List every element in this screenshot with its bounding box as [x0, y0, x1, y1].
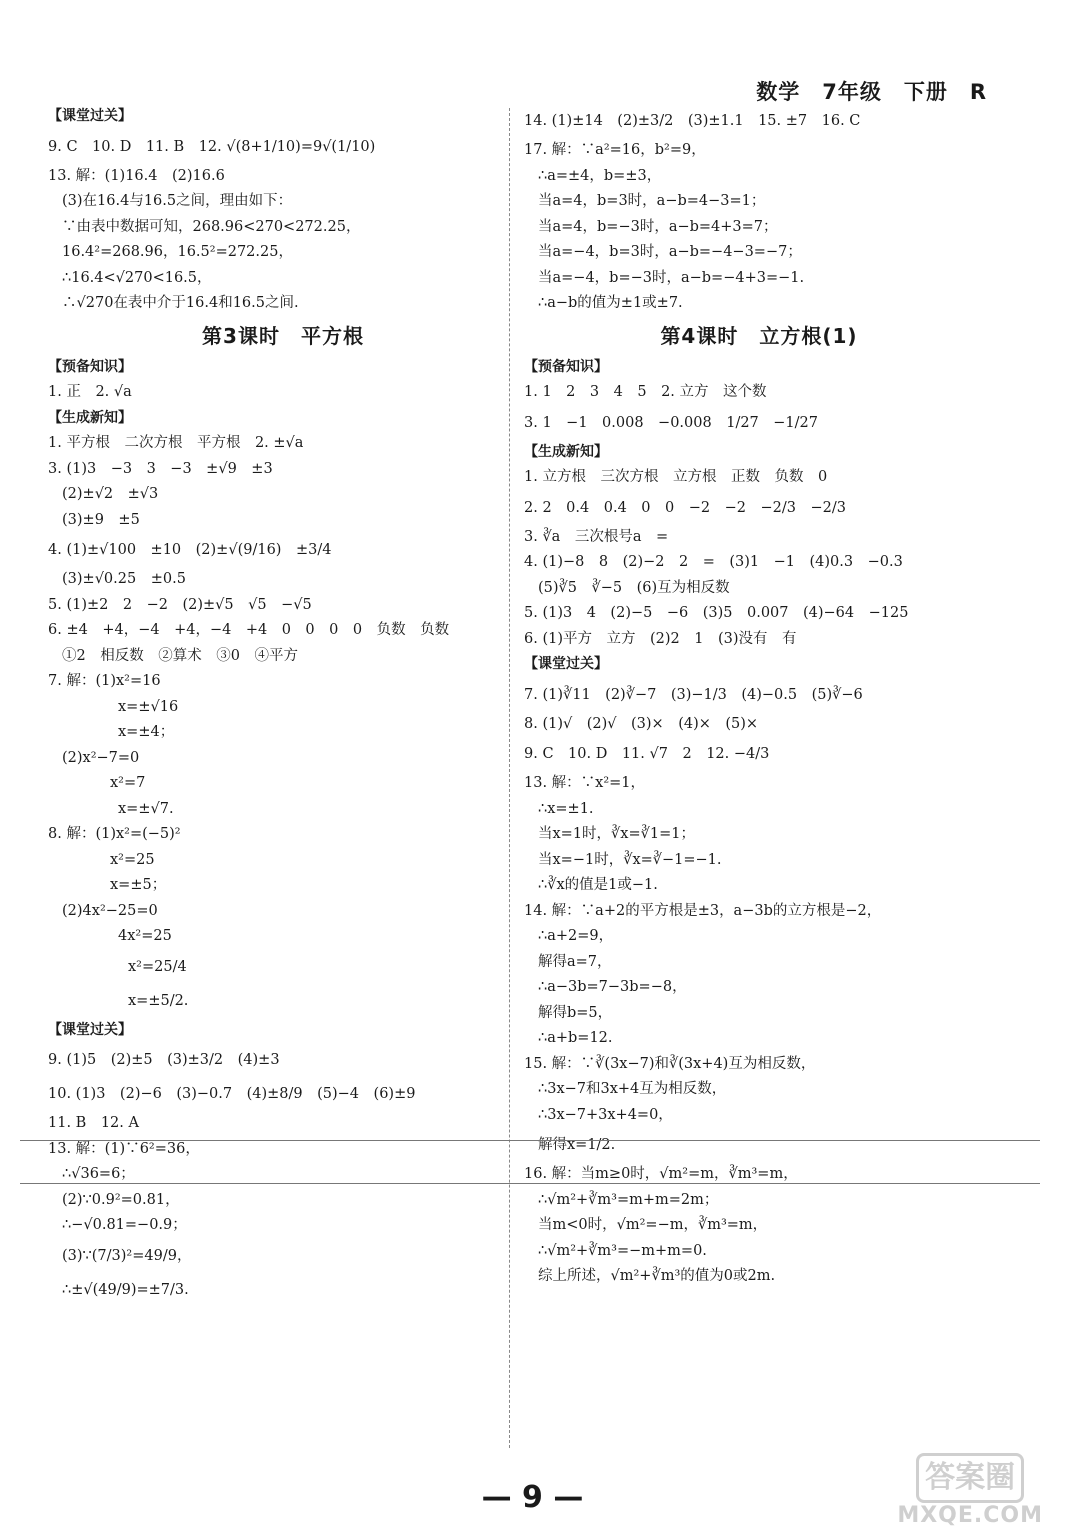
answer-line: 13. 解：(1)∵6²=36，: [48, 1140, 200, 1157]
answer-line: 8. (1)√ (2)√ (3)× (4)× (5)×: [524, 715, 759, 732]
section-tag: 【预备知识】: [524, 358, 608, 375]
watermark: [897, 1453, 1043, 1528]
answer-line: 解得x=1/2.: [538, 1137, 616, 1153]
answer-line: 6. ±4 +4，−4 +4，−4 +4 0 0 0 0 负数 负数: [48, 622, 450, 638]
answer-line: 综上所述，√m²+∛m³的值为0或2m.: [538, 1268, 776, 1284]
answer-line: x=±4；: [118, 724, 175, 740]
answer-line: 11. B 12. A: [48, 1115, 139, 1131]
answer-line: 5. (1)±2 2 −2 (2)±√5 √5 −√5: [48, 596, 312, 613]
answer-line: 8. 解：(1)x²=(−5)²: [48, 826, 181, 842]
answer-line: ∴−√0.81=−0.9；: [62, 1217, 187, 1233]
answer-line: ∴a−3b=7−3b=−8，: [538, 979, 687, 995]
column-divider: [509, 108, 510, 1448]
answer-line: x=±√16: [118, 698, 179, 715]
answer-line: 3. (1)3 −3 3 −3 ±√9 ±3: [48, 460, 273, 477]
answer-line: 16. 解：当m≥0时，√m²=m，∛m³=m，: [524, 1166, 798, 1182]
answer-line: ∴±√(49/9)=±7/3.: [62, 1281, 189, 1298]
answer-line: x=±√7.: [118, 800, 174, 817]
section-tag: 【课堂过关】: [524, 656, 608, 672]
answer-line: ∴√36=6；: [62, 1166, 135, 1182]
answer-line: 1. 1 2 3 4 5 2. 立方 这个数: [524, 384, 767, 400]
answer-line: x²=25/4: [128, 958, 187, 975]
answer-line: 15. 解：∵∛(3x−7)和∛(3x+4)互为相反数，: [524, 1055, 816, 1072]
answer-line: ∵由表中数据可知，268.96<270<272.25，: [62, 218, 361, 235]
watermark-url: MXQE.COM: [897, 1503, 1043, 1528]
answer-line: 9. (1)5 (2)±5 (3)±3/2 (4)±3: [48, 1052, 280, 1068]
answer-line: 4. (1)−8 8 (2)−2 2 = (3)1 −1 (4)0.3 −0.3: [524, 554, 903, 570]
page-header: 数学 7年级 下册 R: [756, 80, 987, 104]
answer-line: ∴16.4<√270<16.5，: [62, 269, 212, 286]
answer-line: 当a=4，b=3时，a−b=4−3=1；: [538, 193, 766, 209]
answer-line: 14. 解：∵a+2的平方根是±3，a−3b的立方根是−2，: [524, 902, 882, 919]
answer-line: 当a=−4，b=3时，a−b=−4−3=−7；: [538, 244, 802, 260]
answer-line: 13. 解：∵x²=1，: [524, 775, 646, 791]
right-column: [524, 104, 994, 1454]
answer-line: x=±5；: [110, 877, 167, 893]
lesson-title: 第4课时 立方根(1): [660, 323, 858, 348]
answer-line: ∴3x−7+3x+4=0，: [538, 1106, 673, 1123]
answer-line: (2)x²−7=0: [62, 749, 140, 766]
answer-line: ∴a−b的值为±1或±7.: [538, 295, 683, 311]
answer-line: 17. 解：∵a²=16，b²=9，: [524, 142, 706, 158]
section-tag: 【生成新知】: [48, 409, 132, 426]
answer-line: (3)±9 ±5: [62, 511, 140, 528]
page-number: — 9 —: [481, 1480, 584, 1515]
answer-line: 解得a=7，: [538, 953, 612, 970]
answer-line: 14. (1)±14 (2)±3/2 (3)±1.1 15. ±7 16. C: [524, 113, 861, 129]
answer-line: 3. 1 −1 0.008 −0.008 1/27 −1/27: [524, 414, 818, 431]
lesson-title: 第3课时 平方根: [202, 323, 364, 348]
answer-line: 9. C 10. D 11. √7 2 12. −4/3: [524, 746, 770, 762]
scan-line: [20, 1183, 1040, 1184]
answer-line: ∴√270在表中介于16.4和16.5之间.: [62, 295, 299, 311]
answer-line: x²=7: [110, 775, 146, 791]
answer-line: 1. 平方根 二次方根 平方根 2. ±√a: [48, 435, 304, 451]
answer-line: 4x²=25: [118, 928, 172, 944]
answer-line: (3)在16.4与16.5之间，理由如下：: [62, 193, 293, 209]
answer-line: ∴√m²+∛m³=m+m=2m；: [538, 1191, 719, 1208]
answer-line: ∴a+b=12.: [538, 1030, 613, 1046]
answer-line: ①2 相反数 ②算术 ③0 ④平方: [62, 647, 298, 664]
answer-line: (2)∵0.9²=0.81，: [62, 1191, 180, 1208]
section-tag: 【预备知识】: [48, 358, 132, 375]
answer-line: 当a=4，b=−3时，a−b=4+3=7；: [538, 218, 778, 235]
left-column: [48, 104, 518, 1454]
answer-line: 当m<0时，√m²=−m，∛m³=m，: [538, 1217, 768, 1233]
answer-line: 当a=−4，b=−3时，a−b=−4+3=−1.: [538, 269, 805, 286]
answer-line: 7. 解：(1)x²=16: [48, 673, 161, 689]
answer-line: ∴a=±4，b=±3，: [538, 167, 662, 184]
watermark-seal-icon: 答案圈: [916, 1453, 1024, 1503]
answer-line: 10. (1)3 (2)−6 (3)−0.7 (4)±8/9 (5)−4 (6)±9: [48, 1086, 416, 1102]
answer-line: 9. C 10. D 11. B 12. √(8+1/10)=9√(1/10): [48, 138, 376, 155]
answer-line: 解得b=5，: [538, 1004, 613, 1021]
section-tag: 【生成新知】: [524, 443, 608, 460]
answer-line: 1. 正 2. √a: [48, 384, 132, 400]
answer-line: 3. ∛a 三次根号a =: [524, 528, 669, 545]
answer-line: (5)∛5 ∛−5 (6)互为相反数: [538, 579, 730, 596]
answer-line: ∴a+2=9，: [538, 928, 614, 944]
answer-line: 13. 解：(1)16.4 (2)16.6: [48, 167, 225, 184]
answer-line: 1. 立方根 三次方根 立方根 正数 负数 0: [524, 469, 828, 485]
answer-line: ∴∛x的值是1或−1.: [538, 877, 658, 893]
section-tag: 【课堂过关】: [48, 1021, 132, 1038]
answer-line: (3)∵(7/3)²=49/9，: [62, 1247, 192, 1264]
answer-line: 16.4²=268.96，16.5²=272.25，: [62, 244, 293, 260]
answer-line: 当x=1时，∛x=∛1=1；: [538, 826, 695, 842]
answer-line: 5. (1)3 4 (2)−5 −6 (3)5 0.007 (4)−64 −125: [524, 605, 909, 621]
answer-line: 当x=−1时，∛x=∛−1=−1.: [538, 851, 722, 868]
answer-line: (2)±√2 ±√3: [62, 486, 159, 502]
answer-line: x²=25: [110, 851, 155, 868]
section-tag: 【课堂过关】: [48, 108, 132, 124]
scan-line: [20, 1140, 1040, 1141]
answer-line: 2. 2 0.4 0.4 0 0 −2 −2 −2/3 −2/3: [524, 499, 846, 516]
answer-line: 6. (1)平方 立方 (2)2 1 (3)没有 有: [524, 630, 797, 647]
answer-line: (3)±√0.25 ±0.5: [62, 571, 186, 587]
answer-line: (2)4x²−25=0: [62, 902, 158, 919]
answer-line: ∴3x−7和3x+4互为相反数，: [538, 1081, 727, 1097]
answer-line: 7. (1)∛11 (2)∛−7 (3)−1/3 (4)−0.5 (5)∛−6: [524, 686, 863, 703]
answer-line: ∴√m²+∛m³=−m+m=0.: [538, 1242, 707, 1259]
answer-line: x=±5/2.: [128, 992, 189, 1009]
answer-line: 4. (1)±√100 ±10 (2)±√(9/16) ±3/4: [48, 542, 332, 558]
answer-line: ∴x=±1.: [538, 800, 594, 817]
